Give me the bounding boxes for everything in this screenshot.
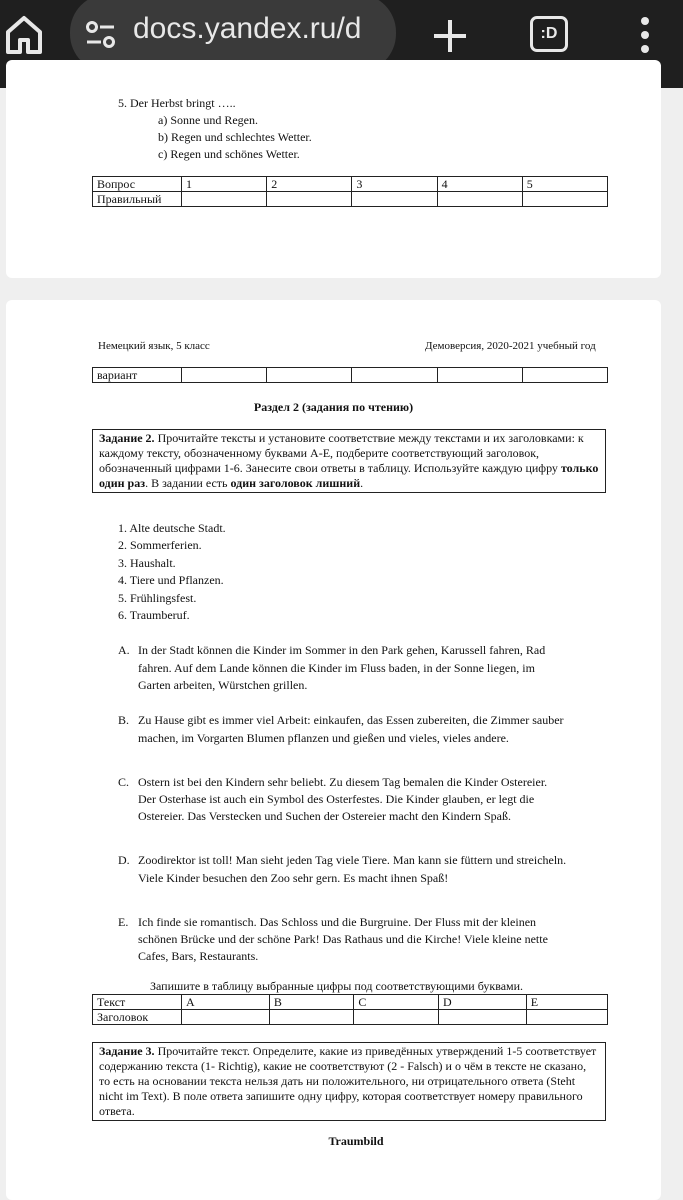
url-text[interactable]: docs.yandex.ru/d xyxy=(133,12,362,45)
table-caption: Запишите в таблицу выбранные цифры под соответствующими буквами. xyxy=(150,979,524,993)
table-cell: Правильный xyxy=(93,192,182,207)
table-row xyxy=(93,995,608,1010)
table-cell: 5 xyxy=(522,177,607,192)
text-letter: A. xyxy=(118,643,130,657)
table-cell: вариант xyxy=(93,368,182,383)
answer-cell xyxy=(269,1010,354,1025)
table-cell: C xyxy=(354,995,439,1010)
tabs-icon[interactable]: :D xyxy=(530,16,568,52)
table-cell: Заголовок xyxy=(93,1010,182,1025)
answer-cell xyxy=(437,192,522,207)
text-letter: B. xyxy=(118,713,130,727)
option-b: b) Regen und schlechtes Wetter. xyxy=(158,130,312,144)
table-cell xyxy=(522,368,607,383)
table-cell xyxy=(352,368,437,383)
table-cell xyxy=(437,368,522,383)
table-cell: 4 xyxy=(437,177,522,192)
text-line: Zu Hause gibt es immer viel Arbeit: einkaufen, das Essen zubereiten, die Zimmer sauber xyxy=(138,713,564,727)
task-2-instructions: Задание 2. Прочитайте тексты и установите соответствие между текстами и их заголовками: к каждому тексту, обозначенному буквами А-Е, подберите соответствующий заголовок, обозначенный цифрами 1-6. Занесите свои ответы в таблицу. Используйте каждую цифру только один раз. В задании есть один заголовок лишний. xyxy=(92,429,606,493)
heading-item: 2. Sommerferien. xyxy=(118,538,202,552)
table-row xyxy=(93,368,608,383)
answer-table-task1 xyxy=(92,176,608,207)
text-line: fahren. Auf dem Lande können die Kinder im Fluss baden, in der Sonne liegen, im xyxy=(138,661,535,675)
header-subject: Немецкий язык, 5 класс xyxy=(98,340,210,352)
table-cell: D xyxy=(438,995,526,1010)
text-line: Der Osterhase ist auch ein Symbol des Osterfestes. Die Kinder glauben, er legt die xyxy=(138,792,535,806)
variant-table xyxy=(92,367,608,383)
home-icon[interactable] xyxy=(4,12,44,56)
answer-cell xyxy=(267,192,352,207)
text-line: Ostern ist bei den Kindern sehr beliebt. Zu diesem Tag bemalen die Kinder Ostereier. xyxy=(138,775,548,789)
heading-item: 4. Tiere und Pflanzen. xyxy=(118,573,224,587)
table-cell: Текст xyxy=(93,995,182,1010)
table-cell xyxy=(182,368,267,383)
task-3-instructions: Задание 3. Прочитайте текст. Определите, какие из приведённых утверждений 1-5 соответствует содержанию текста (1- Richtig), какие не соответствуют (2 - Falsch) и о чём в тексте не сказано, то есть на основании текста нельзя дать ни положительного, ни отрицательного ответа (Steht nicht im Text). В поле ответа запишите одну цифру, которая соответствует номеру правильного ответа. xyxy=(92,1042,606,1121)
heading-item: 6. Traumberuf. xyxy=(118,608,190,622)
text-line: machen, im Vorgarten Blumen pflanzen und gießen und vieles, vieles andere. xyxy=(138,731,509,745)
text-letter: E. xyxy=(118,915,129,929)
text-line: Ostereier. Das Verstecken und Suchen der Ostereier macht den Kindern Spaß. xyxy=(138,809,511,823)
option-a: a) Sonne und Regen. xyxy=(158,113,258,127)
table-cell: 2 xyxy=(267,177,352,192)
answer-cell xyxy=(526,1010,607,1025)
table-cell: 1 xyxy=(182,177,267,192)
answer-cell xyxy=(522,192,607,207)
text-line: Garten arbeiten, Würstchen grillen. xyxy=(138,678,308,692)
text-line: Cafes, Bars, Restaurants. xyxy=(138,949,259,963)
question-5: 5. Der Herbst bringt ….. xyxy=(118,96,236,110)
table-row xyxy=(93,192,608,207)
plus-icon[interactable] xyxy=(430,16,470,56)
table-cell: B xyxy=(269,995,354,1010)
answer-cell xyxy=(352,192,437,207)
heading-item: 1. Alte deutsche Stadt. xyxy=(118,521,226,535)
section-title: Раздел 2 (задания по чтению) xyxy=(253,400,414,414)
option-c: c) Regen und schönes Wetter. xyxy=(158,147,300,161)
document-page-1 xyxy=(6,60,661,278)
table-cell: A xyxy=(182,995,270,1010)
tune-icon[interactable] xyxy=(84,18,118,52)
text-line: Viele Kinder besuchen den Zoo sehr gern. Es macht ihnen Spaß! xyxy=(138,871,449,885)
traumbild-title: Traumbild xyxy=(328,1134,384,1148)
answer-cell xyxy=(182,192,267,207)
answer-table-task2 xyxy=(92,994,608,1025)
table-cell: Вопрос xyxy=(93,177,182,192)
table-cell: E xyxy=(526,995,607,1010)
header-year: Демоверсия, 2020-2021 учебный год xyxy=(425,340,596,352)
answer-cell xyxy=(438,1010,526,1025)
text-letter: D. xyxy=(118,853,130,867)
more-vert-icon[interactable] xyxy=(630,14,660,56)
document-page-2 xyxy=(6,300,661,1200)
heading-item: 5. Frühlingsfest. xyxy=(118,591,197,605)
text-line: schönen Brücke und der schöne Park! Das Rathaus und die Kirche! Viele kleine nette xyxy=(138,932,548,946)
text-line: Ich finde sie romantisch. Das Schloss und die Burgruine. Der Fluss mit der kleinen xyxy=(138,915,537,929)
table-row xyxy=(93,177,608,192)
text-line: Zoodirektor ist toll! Man sieht jeden Tag viele Tiere. Man kann sie füttern und streicheln. xyxy=(138,853,567,867)
heading-item: 3. Haushalt. xyxy=(118,556,176,570)
answer-cell xyxy=(354,1010,439,1025)
text-line: In der Stadt können die Kinder im Sommer in den Park gehen, Karussell fahren, Rad xyxy=(138,643,546,657)
table-row xyxy=(93,1010,608,1025)
table-cell xyxy=(267,368,352,383)
answer-cell xyxy=(182,1010,270,1025)
task-label: Задание 2. xyxy=(99,431,155,445)
table-cell: 3 xyxy=(352,177,437,192)
text-letter: C. xyxy=(118,775,130,789)
task-label: Задание 3. xyxy=(99,1044,155,1058)
